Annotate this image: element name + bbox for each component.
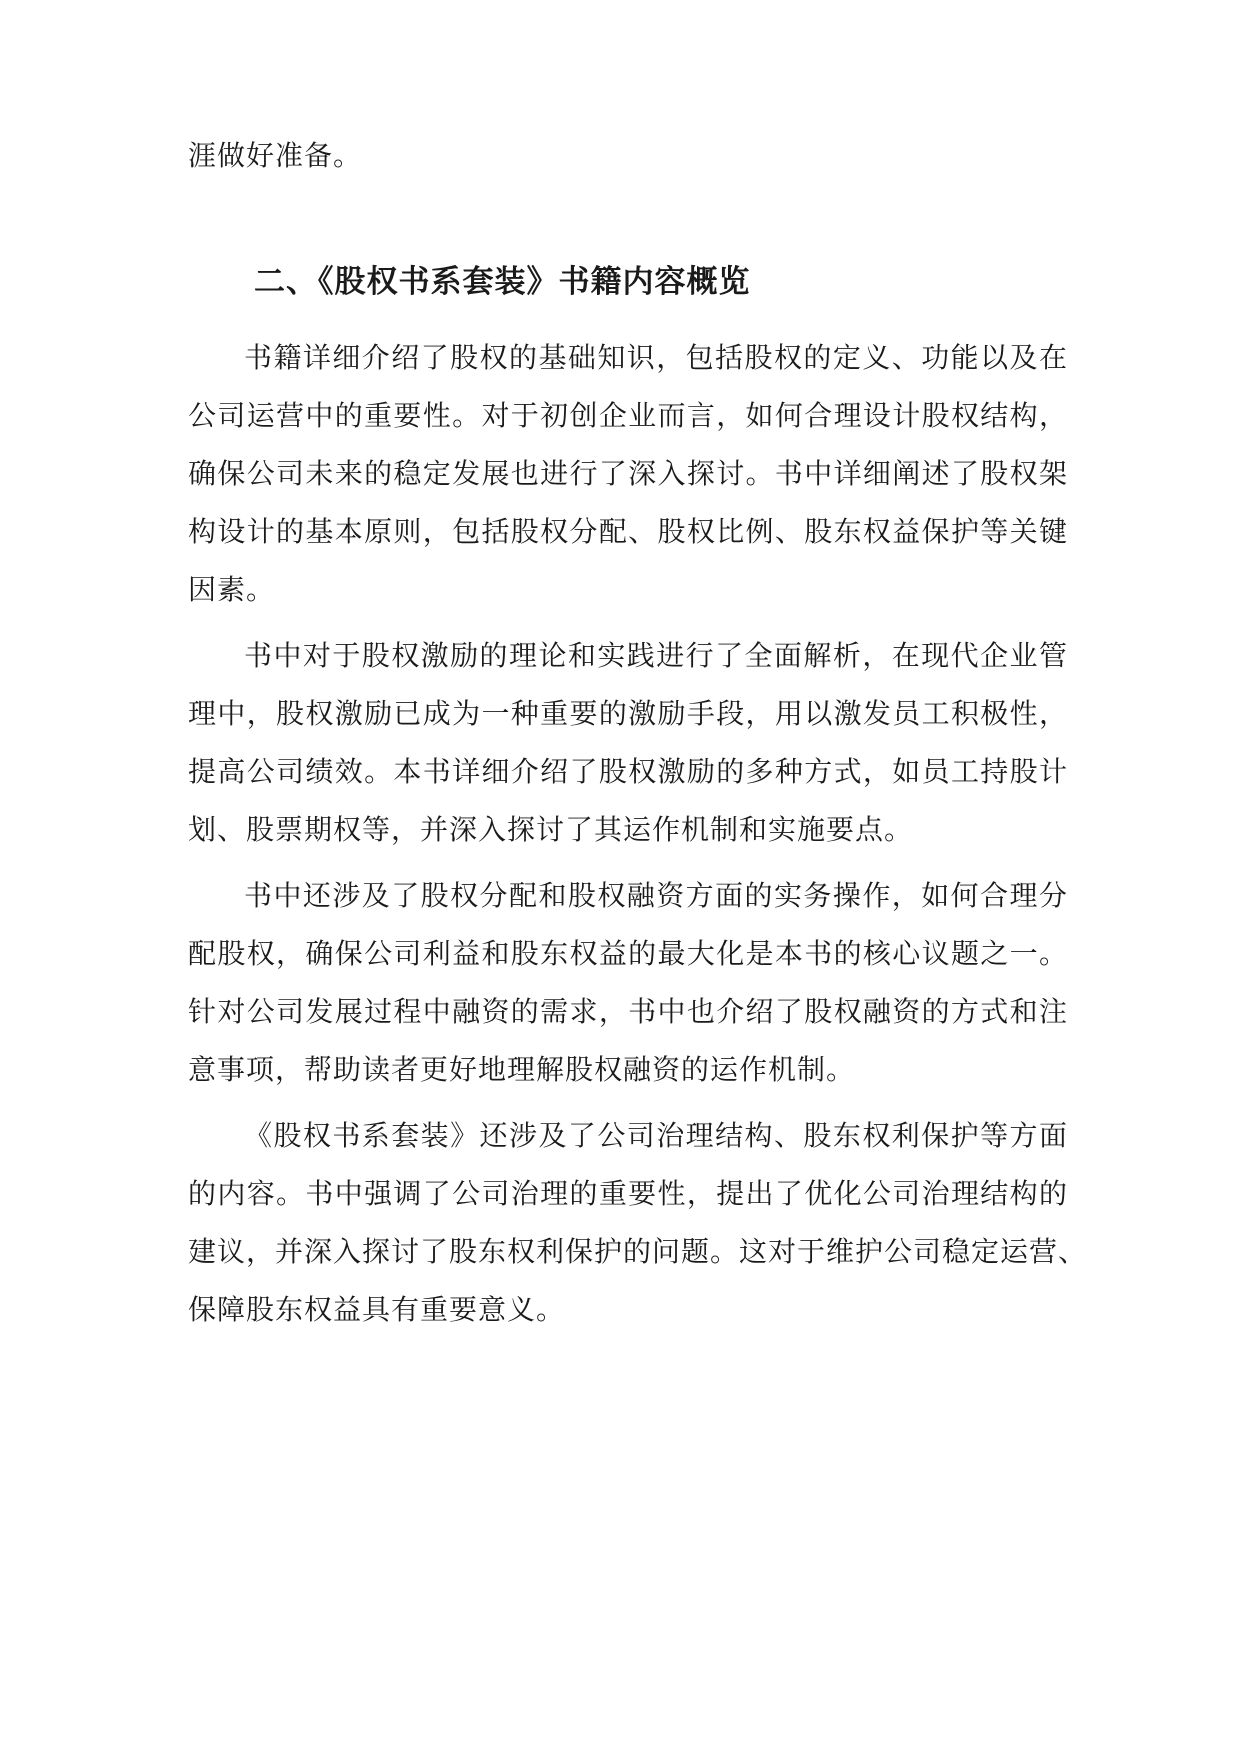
paragraph-line: 因素。 bbox=[188, 573, 276, 606]
paragraph-line: 提高公司绩效。本书详细介绍了股权激励的多种方式，如员工持股计 bbox=[188, 755, 1068, 788]
paragraph-line: 划、股票期权等，并深入探讨了其运作机制和实施要点。 bbox=[188, 813, 914, 846]
paragraph-line: 构设计的基本原则，包括股权分配、股权比例、股东权益保护等关键 bbox=[188, 515, 1068, 548]
paragraph-line: 理中，股权激励已成为一种重要的激励手段，用以激发员工积极性， bbox=[188, 697, 1068, 730]
carry-over-line: 涯做好准备。 bbox=[188, 139, 363, 172]
paragraph-line: 意事项，帮助读者更好地理解股权融资的运作机制。 bbox=[188, 1053, 856, 1086]
paragraph-line: 《股权书系套装》还涉及了公司治理结构、股东权利保护等方面 bbox=[244, 1119, 1068, 1152]
section-heading: 二、《股权书系套装》书籍内容概览 bbox=[254, 264, 751, 300]
paragraph-line: 公司运营中的重要性。对于初创企业而言，如何合理设计股权结构， bbox=[188, 399, 1068, 432]
paragraph-line: 书中还涉及了股权分配和股权融资方面的实务操作，如何合理分 bbox=[244, 879, 1068, 912]
paragraph-line: 保障股东权益具有重要意义。 bbox=[188, 1293, 566, 1326]
paragraph-line: 的内容。书中强调了公司治理的重要性，提出了优化公司治理结构的 bbox=[188, 1177, 1068, 1210]
paragraph-line: 配股权，确保公司利益和股东权益的最大化是本书的核心议题之一。 bbox=[188, 937, 1068, 970]
paragraph-line: 针对公司发展过程中融资的需求，书中也介绍了股权融资的方式和注 bbox=[188, 995, 1068, 1028]
paragraph-line: 确保公司未来的稳定发展也进行了深入探讨。书中详细阐述了股权架 bbox=[188, 457, 1068, 490]
paragraph-line: 书籍详细介绍了股权的基础知识，包括股权的定义、功能以及在 bbox=[244, 341, 1068, 374]
paragraph-line: 书中对于股权激励的理论和实践进行了全面解析，在现代企业管 bbox=[244, 639, 1068, 672]
paragraph-line: 建议，并深入探讨了股东权利保护的问题。这对于维护公司稳定运营、 bbox=[188, 1235, 1088, 1268]
